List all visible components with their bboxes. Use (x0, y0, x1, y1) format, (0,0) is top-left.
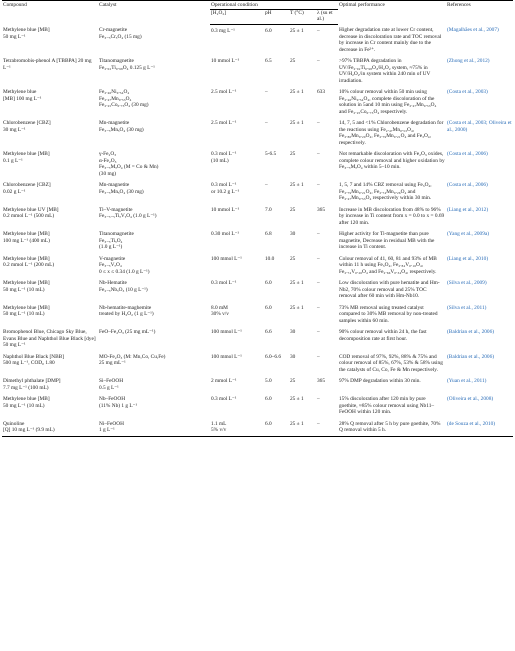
table-row (2, 24, 513, 55)
cell-temperature: 30 (290, 231, 296, 237)
cell-temperature: 25 ± 1 (290, 182, 304, 188)
cell-optimal-performance: 90% colour removal within 24 h, the fast decomposition rate at first hour. (339, 329, 427, 342)
cell-catalyst: FeO–Fe₂O₃ (25 mg mL⁻¹) (99, 329, 156, 335)
table-row (2, 86, 513, 117)
table-row (2, 117, 513, 148)
cell-lambda: 633 (317, 89, 326, 95)
table-row (2, 418, 513, 437)
table-row (2, 228, 513, 253)
cell-compound: Methylene blue [MB] 50 mg L⁻¹ (10 mL) (3, 396, 50, 409)
cell-reference-link[interactable]: (Liang et al., 2012) (447, 206, 489, 213)
cell-temperature: 25 ± 1 (290, 304, 304, 311)
cell-reference-link[interactable]: (Magalhães et al., 2007) (447, 27, 499, 33)
header-temp: T (°C) (289, 9, 316, 24)
cell-reference-link[interactable]: (Zhong et al., 2012) (447, 58, 490, 64)
cell-optimal-performance: 73% MB removal using treated catalyst compared to 30% MB removal by non-treated samples within 60 min. (339, 304, 438, 324)
cell-compound: Methylene blue [MB] 0.2 mmol L⁻¹ (200 mL) (3, 255, 55, 268)
cell-optimal-performance: Higher activity for Ti-magnetite than pure magnetite, Decrease in residual MB with the increase in Ti content. (339, 231, 435, 250)
cell-ph: 7.0 (265, 206, 272, 213)
table-row (2, 302, 513, 327)
cell-reference-link[interactable]: (Silva et al., 2011) (447, 304, 487, 311)
cell-optimal-performance: 1, 5, 7 and 14% CBZ removal using Fe₃O₄, Fe₂.₇₉Mn₀.₂₁O₄, Fe₂.₇₄Mn₀.₂₆O₄ and Fe₂.₄₇Mn₀.₅₃O₄ respectively within 30 min. (339, 182, 432, 201)
cell-reference-link[interactable]: (Costa et al., 2003; Oliveira et al., 2000) (447, 120, 512, 133)
cell-reference-link[interactable]: (Baldrian et al., 2006) (447, 329, 495, 335)
cell-h2o2: 100 mmol L⁻¹ (211, 255, 242, 262)
cell-reference-link[interactable]: (Yang et al., 2009a) (447, 231, 490, 237)
cell-compound: Bromophenol Blue, Chicago Sky Blue, Evans Blue and Naphthol Blue Black [dye] 50 mg L⁻¹ (3, 329, 96, 348)
cell-temperature: 25 (290, 58, 296, 64)
cell-compound: Quinoline [Q] 10 mg L⁻¹ (9.9 mL) (2, 418, 98, 437)
header-ph: pH (264, 9, 289, 24)
cell-optimal-performance: >97% TBBPA degradation in UV/Fe₂.₀₂Ti₀.₉₈O₄/H₂O₂ system, ≈75% in UV/H₂O₂/in system within 240 min of UV irradiation. (339, 58, 431, 84)
cell-ph: 6.0 (264, 418, 289, 437)
table-row (2, 351, 513, 376)
cell-reference-link[interactable]: (Oliveira et al., 2008) (447, 396, 494, 402)
cell-optimal-performance: Not remarkable discoloration with Fe₂O₃ oxides, complete colour removal and higher oxidation by Fe₃₋ₓMₓO₄ within 5–10 min. (339, 151, 445, 170)
cell-lambda: – (317, 151, 320, 157)
cell-compound: Methylene blue [MB] 50 mg L⁻¹ (10 mL) (3, 280, 50, 293)
cell-temperature: 25 ± 1 (290, 396, 304, 402)
cell-h2o2: 0.3 mol L⁻¹ or 10.2 g L⁻¹ (211, 182, 240, 195)
cell-h2o2: 0.30 mol L⁻¹ (211, 231, 240, 237)
cell-lambda: – (317, 255, 320, 262)
cell-optimal-performance: Colour removal of 41, 60, 81 and 93% of MB within 11 h using Fe₃O₄, Fe₂.₈₄V₀.₁₆O₄, Fe₂.₇₄V₀.₂₆O₄ and Fe₂.₆₆V₀.₃₄O₄, respectively. (339, 255, 437, 275)
cell-catalyst: Mn-magnetite Fe₃₋ₓMnₓO₄ (30 mg) (99, 182, 144, 195)
cell-h2o2: 0.3 mol L⁻¹ (211, 396, 237, 402)
cell-h2o2: 100 mmol L⁻¹ (211, 353, 242, 360)
cell-reference-link[interactable]: (Liang et al., 2010) (447, 255, 489, 262)
cell-ph: 6.6 (265, 329, 272, 335)
cell-catalyst: Nb-hematite-maghemite treated by H₂O₂ (1 g L⁻¹) (99, 304, 154, 317)
cell-temperature: 25 ± 1 (290, 120, 304, 126)
table-row (2, 179, 513, 204)
header-h2o2: [H₂O₂] (210, 9, 264, 24)
cell-optimal-performance: 10% colour removal within 50 min using Fe₂.₄₆Ni₀.₅₄O₄, complete discoloration of the solution in 5and 10 min using Fe₂.₄₇Mn₀.₅₃O₄ and Fe₂.₂₅Co₀.₇₅O₄ respectively. (339, 89, 437, 115)
cell-reference-link[interactable]: (Yuan et al., 2011) (447, 378, 487, 384)
catalyst-performance-table (2, 0, 513, 437)
cell-optimal-performance: 15% discoloration after 120 min by pure goethite, ≈85% colour removal using Nb11–FeOOH within 120 min. (339, 396, 435, 415)
header-optimal-performance: Optimal performance (338, 1, 446, 25)
cell-optimal-performance: COD removal of 97%, 92%, 88% & 75% and colour removal of 85%, 67%, 53% & 58% using the catalysts of Cu, Co, Fe & Mn respectively. (339, 353, 443, 373)
cell-ph: 6.8 (265, 231, 272, 237)
cell-temperature: 25 ± 1 (290, 280, 304, 286)
cell-lambda: – (317, 27, 320, 34)
cell-compound: Methylene blue UV [MB] 0.2 mmol L⁻¹ (500 mL) (3, 206, 59, 219)
cell-h2o2: 1.1 mL 5% v/v (210, 418, 264, 437)
table-body (2, 24, 513, 436)
cell-catalyst: Ni–FeOOH 1 g L⁻¹ (98, 418, 210, 437)
cell-temperature: 25 (290, 206, 296, 213)
cell-h2o2: 8.0 mM 30% v/v (211, 304, 229, 317)
cell-lambda: – (316, 418, 338, 437)
cell-lambda: – (317, 396, 320, 402)
header-references: References (446, 1, 513, 25)
cell-optimal-performance: Low discoloration with pure hematite and Hm-Nb2, 70% colour removal and 25% TOC removal after 60 min with Hm-Nb10. (339, 280, 440, 299)
cell-compound: Methylene blue [MB] 50 mg L⁻¹ (10 mL) (3, 304, 50, 317)
cell-temperature: 30 (290, 329, 296, 335)
cell-h2o2: 0.3 mol L⁻¹ (10 mL) (211, 151, 237, 164)
table-row (2, 393, 513, 418)
cell-catalyst: Ti–V-magnetite Fe₃₋ₓ₋ᵧTiₓVᵧO₄ (1.0 g L⁻¹) (99, 206, 157, 219)
cell-ph: 6.0 (265, 396, 272, 402)
cell-ph: 6.0–6.6 (265, 353, 282, 360)
cell-compound: Dimethyl phthalate [DMP] 7.7 mg L⁻¹ (100 mL) (3, 378, 61, 391)
cell-lambda: – (317, 329, 320, 335)
header-lambda: λ (su et al.) (316, 9, 338, 24)
table-row (2, 326, 513, 351)
cell-reference-link[interactable]: (Silva et al., 2009) (447, 280, 487, 286)
cell-h2o2: 2.5 mol L⁻¹ (211, 120, 237, 126)
cell-reference-link[interactable]: (Costa et al., 2003) (447, 89, 488, 95)
header-compound: Compound (2, 1, 98, 25)
cell-temperature: 25 ± 1 (290, 27, 304, 34)
cell-reference-link[interactable]: (Costa et al., 2006) (447, 151, 488, 157)
cell-reference-link[interactable]: (Costa et al., 2006) (447, 182, 488, 188)
cell-optimal-performance: Higher degradation rate at lower Cr content, decrease in discoloration rate and TOC removal by increase in Cr content mainly due to the decrease in Fe²⁺. (339, 27, 442, 53)
cell-h2o2: 10 mmol L⁻¹ (211, 58, 240, 64)
cell-lambda: – (317, 353, 320, 360)
cell-h2o2: 10 mmol L⁻¹ (211, 206, 240, 213)
cell-temperature: 30 (290, 353, 296, 360)
cell-optimal-performance: Increase in MB discoloration from 48% to 96% by increase in Ti content from x = 0.0 to x = 0.69 after 120 min. (339, 206, 445, 226)
cell-h2o2: 0.3 mg L⁻¹ (211, 27, 235, 34)
cell-lambda: – (317, 182, 320, 188)
cell-ph: 5.0 (265, 378, 272, 384)
cell-ph: 6.0 (265, 304, 272, 311)
cell-catalyst: Cr-magnetite Fe₃₋ₓCrₓO₄ (15 mg) (99, 27, 142, 40)
cell-lambda: – (317, 58, 320, 64)
cell-catalyst: V-magnetite Fe₃₋ₓVₓO₄ 0 ≤ x ≤ 0.34 (1.0 g L⁻¹) (99, 255, 150, 275)
cell-ph: – (265, 89, 268, 95)
cell-lambda: 365 (317, 378, 326, 384)
cell-compound: Naphthol Blue Black [NBB] 500 mg L⁻¹, COD₀ 1.80 (3, 353, 64, 366)
table-row (2, 277, 513, 302)
cell-catalyst: Nb-Hematite Fe₂₋ₓNbₓO₃ (10 g L⁻¹) (99, 280, 148, 293)
table-row (2, 148, 513, 179)
cell-ph: 6.0 (265, 27, 272, 34)
cell-ph: 6.0 (265, 280, 272, 286)
header-operational-condition: Operational condition (210, 1, 338, 10)
cell-temperature: 25 ± 1 (289, 418, 316, 437)
cell-compound: Tetrabromobis-phenol A [TBBPA] 20 mg L⁻¹ (3, 58, 92, 71)
cell-ph: – (265, 182, 268, 188)
cell-compound: Chlorobenzene [CBZ] 0.02 g L⁻¹ (3, 182, 51, 195)
cell-catalyst: MO-Fe₂O₃ (M: Mn,Co, Cu,Fe) 25 mg mL⁻¹ (99, 353, 166, 366)
cell-optimal-performance: 28% Q removal after 5 h by pure goethite, 70% Q removal within 5 h. (338, 418, 446, 437)
cell-compound: Methylene blue [MB] 100 mg L⁻¹ (3, 89, 42, 102)
cell-optimal-performance: 97% DMP degradation within 30 min. (339, 378, 421, 384)
cell-lambda: – (317, 304, 320, 311)
cell-compound: Methylene blue [MB] 0.1 g L⁻¹ (3, 151, 50, 164)
cell-catalyst: Titanomagnetite Fe₃₋ₓTiₓO₄ (1.0 g L⁻¹) (99, 231, 134, 250)
cell-catalyst: γ-Fe₂O₃ α-Fe₂O₃ Fe₃₋ₓMₓO₄ (M = Co & Mn) (30 mg) (99, 151, 159, 177)
cell-lambda: – (317, 120, 320, 126)
cell-catalyst: Mn-magnetite Fe₃₋ₓMnₓO₄ (30 mg) (99, 120, 144, 133)
table-row (2, 55, 513, 86)
cell-ph: – (265, 120, 268, 126)
cell-compound: Chlorobenzene [CBZ] 30 mg L⁻¹ (3, 120, 51, 133)
table-row (2, 253, 513, 278)
cell-catalyst: Fe₂.₄₆Ni₀.₅₄O₄ Fe₂.₄₇Mn₀.₅₃O₄ Fe₂.₂₅Co₀.₇₅O₄ (30 mg) (99, 89, 149, 108)
cell-h2o2: 0.3 mol L⁻¹ (211, 280, 237, 286)
cell-lambda: – (317, 231, 320, 237)
cell-reference-link[interactable]: (Baldrian et al., 2006) (447, 353, 495, 360)
cell-lambda: 365 (317, 206, 326, 213)
cell-compound: Methylene blue [MB] 50 mg L⁻¹ (3, 27, 50, 40)
cell-lambda: – (317, 280, 320, 286)
table-row (2, 204, 513, 229)
cell-reference-link[interactable]: (de Souza et al., 2010) (446, 418, 513, 437)
cell-ph: 10.0 (265, 255, 275, 262)
cell-catalyst: Titanomagnetite Fe₂.₀₂Ti₀.₉₈O₄ 0.125 g L⁻¹ (99, 58, 155, 71)
cell-temperature: 25 (290, 378, 296, 384)
cell-temperature: 25 ± 1 (290, 89, 304, 95)
cell-temperature: 25 (290, 255, 296, 262)
cell-catalyst: Nb–FeOOH (11% Nb) 1 g L⁻¹ (99, 396, 138, 409)
cell-h2o2: 2.5 mol L⁻¹ (211, 89, 237, 95)
cell-ph: 6.5 (265, 58, 272, 64)
cell-h2o2: 2 mmol L⁻¹ (211, 378, 237, 384)
header-row (2, 1, 513, 10)
cell-catalyst: Si–FeOOH 0.5 g L⁻¹ (99, 378, 124, 391)
table-row (2, 375, 513, 393)
cell-optimal-performance: 14, 7, 5 and <1% Chlorobenzene degradation for the reactions using Fe₂.₄₇Mn₀.₅₃O₄, Fe₂.₈₀Mn₀.₂₀O₄, Fe₂.₇₉Mn₀.₂₁O₄ and Fe₃O₄, respectively. (339, 120, 444, 146)
cell-compound: Methylene blue [MB] 100 mg L⁻¹ (400 mL) (3, 231, 50, 244)
cell-temperature: 25 (290, 151, 296, 157)
header-catalyst: Catalyst (98, 1, 210, 25)
cell-ph: 5-6.5 (265, 151, 277, 157)
cell-h2o2: 100 mmol L⁻¹ (211, 329, 242, 335)
